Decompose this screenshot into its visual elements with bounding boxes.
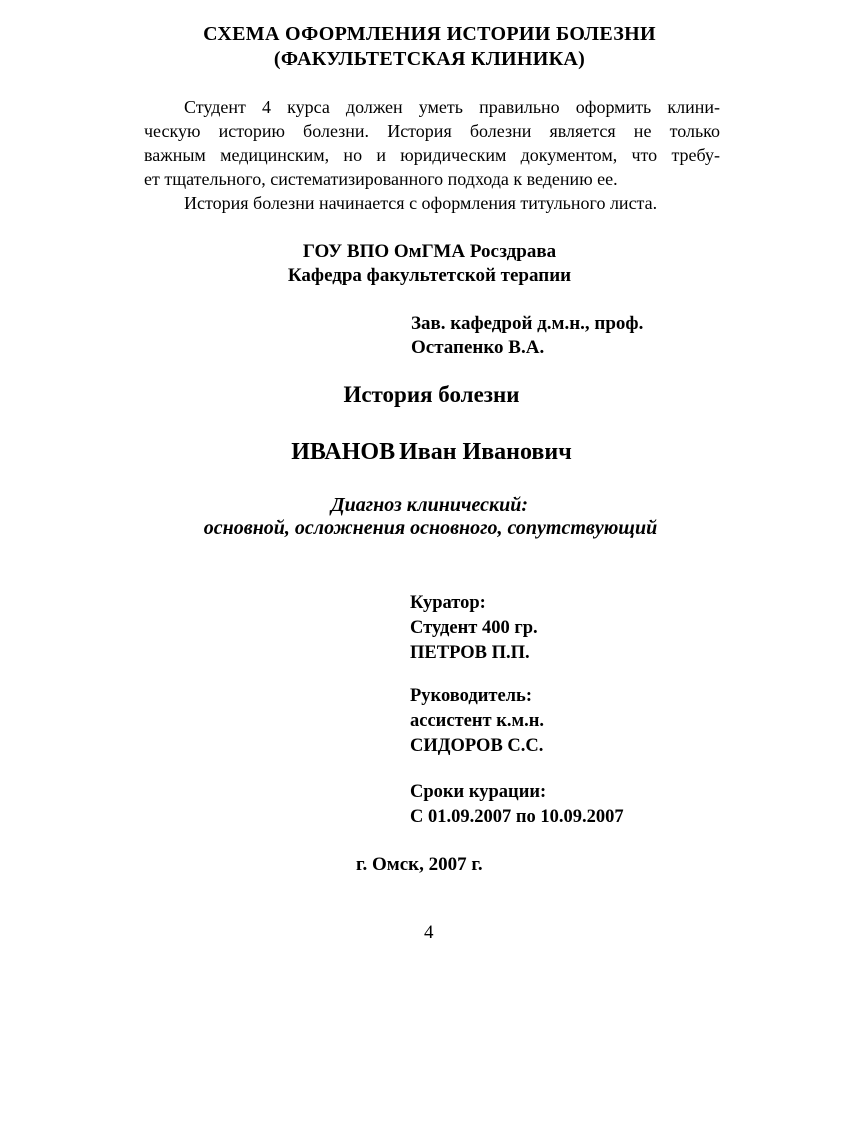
supervisor-label: Руководитель: [410,686,532,706]
section-title-line1: СХЕМА ОФОРМЛЕНИЯ ИСТОРИИ БОЛЕЗНИ [203,23,656,45]
intro-line: История болезни начинается с оформления титульного листа. [184,193,658,213]
department-head-title: Зав. кафедрой д.м.н., проф. [411,313,644,334]
intro-line: Студент 4 курса должен уметь правильно оформить клини- [184,97,720,117]
diagnosis-description: основной, осложнения основного, сопутствующий [203,517,658,539]
intro-line: ческую историю болезни. История болезни является не только [144,121,720,141]
diagnosis-heading: Диагноз клинический: [331,494,528,516]
curation-period-block [410,780,624,830]
curation-period-value: С 01.09.2007 по 10.09.2007 [410,807,624,827]
supervisor-name: СИДОРОВ С.С. [410,736,544,756]
intro-line: важным медицинским, но и юридическим документом, что требу- [144,145,720,165]
patient-surname: ИВАНОВ [291,439,396,465]
section-title-line2: (ФАКУЛЬТЕТСКАЯ КЛИНИКА) [273,48,586,70]
document-title: История болезни [343,382,520,407]
patient-name [2,439,859,466]
patient-given-name: Иван Иванович [399,439,572,465]
supervisor-title: ассистент к.м.н. [410,711,545,731]
curator-block [410,591,538,666]
curation-period-label: Сроки курации: [410,782,547,802]
department-name: Кафедра факультетской терапии [287,265,572,286]
curator-label: Куратор: [410,593,486,613]
supervisor-block [410,684,544,759]
institution-name: ГОУ ВПО ОмГМА Росздрава [302,241,557,262]
city-year: г. Омск, 2007 г. [356,854,483,875]
curator-name: ПЕТРОВ П.П. [410,643,530,663]
intro-paragraph [144,95,720,215]
department-head-name: Остапенко В.А. [411,337,545,358]
curator-group: Студент 400 гр. [410,618,538,638]
page-number: 4 [424,922,434,943]
intro-line: ет тщательного, систематизированного подхода к ведению ее. [144,169,618,189]
